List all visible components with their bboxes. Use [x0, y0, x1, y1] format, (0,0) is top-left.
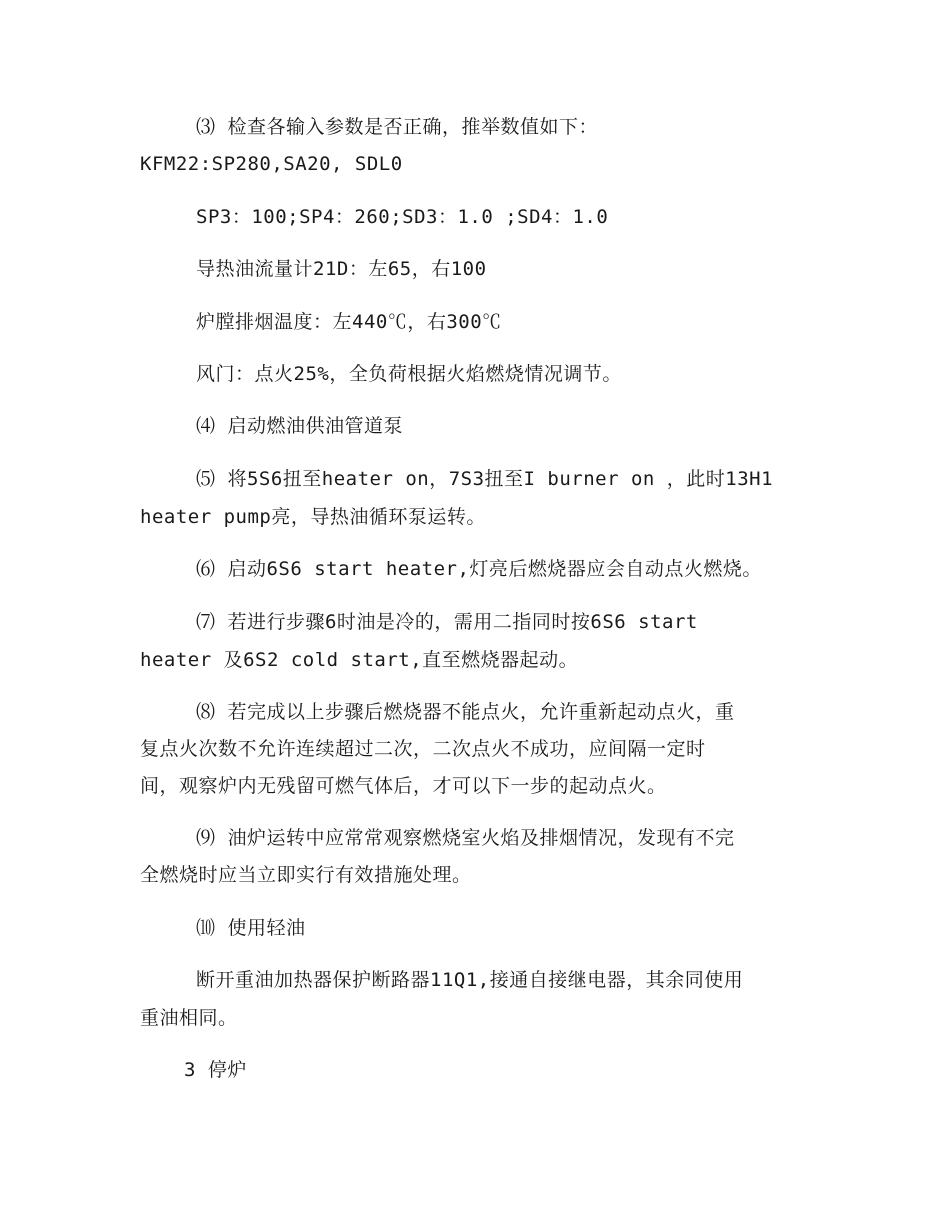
light-oil-line-1: 断开重油加热器保护断路器11Q1,接通自接继电器，其余同使用	[196, 969, 744, 991]
step-3-damper: 风门：点火25%，全负荷根据火焰燃烧情况调节。	[196, 363, 622, 385]
step-8-line-2: 复点火次数不允许连续超过二次，二次点火不成功，应间隔一定时	[140, 738, 706, 760]
step-5-line-2: heater pump亮，导热油循环泵运转。	[140, 506, 486, 528]
step-8-line-3: 间，观察炉内无残留可燃气体后，才可以下一步的起动点火。	[140, 775, 667, 797]
step-3-sp-sd-params: SP3：100;SP4：260;SD3：1.0 ;SD4：1.0	[196, 206, 609, 228]
step-3-exhaust-temp: 炉膛排烟温度：左440℃，右300℃	[196, 311, 502, 333]
step-7-line-1: ⑺ 若进行步骤6时油是冷的，需用二指同时按6S6 start	[196, 611, 698, 633]
step-3-flowmeter: 导热油流量计21D：左65，右100	[196, 258, 487, 280]
step-4-line-1: ⑷ 启动燃油供油管道泵	[196, 415, 403, 437]
step-3-line-1: ⑶ 检查各输入参数是否正确，推举数值如下：	[196, 116, 598, 138]
step-8-line-1: ⑻ 若完成以上步骤后燃烧器不能点火，允许重新起动点火，重	[196, 701, 735, 723]
light-oil-line-2: 重油相同。	[140, 1007, 238, 1029]
step-5-line-1: ⑸ 将5S6扭至heater on，7S3扭至I burner on ，此时13H1	[196, 468, 774, 490]
step-9-line-1: ⑼ 油炉运转中应常常观察燃烧室火焰及排烟情况，发现有不完	[196, 827, 735, 849]
step-7-line-2: heater 及6S2 cold start,直至燃烧器起动。	[140, 649, 579, 671]
section-3-heading: 3 停炉	[184, 1059, 247, 1081]
step-6-line-1: ⑹ 启动6S6 start heater,灯亮后燃烧器应会自动点火燃烧。	[196, 558, 762, 580]
step-9-line-2: 全燃烧时应当立即实行有效措施处理。	[140, 864, 472, 886]
step-10-line-1: ⑽ 使用轻油	[196, 917, 306, 939]
step-3-kfm22-params: KFM22:SP280,SA20, SDL0	[140, 153, 403, 175]
